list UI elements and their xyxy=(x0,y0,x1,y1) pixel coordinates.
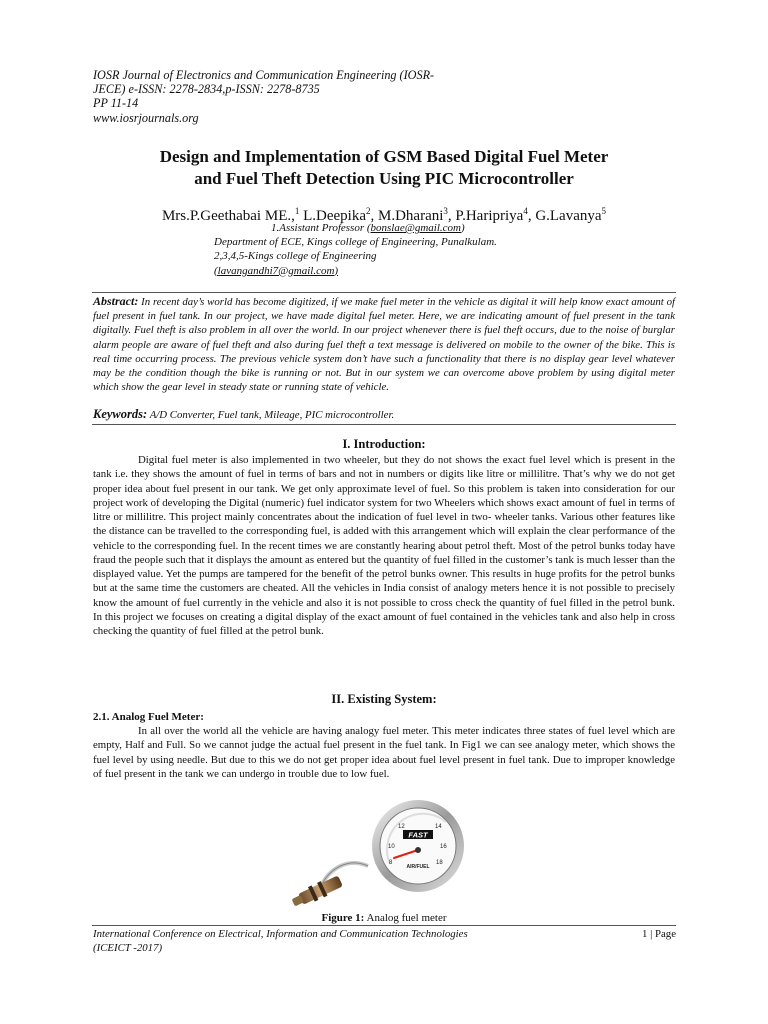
author-3: M.Dharani$^3$ xyxy=(378,206,448,224)
section-heading-existing-system: II. Existing System: xyxy=(331,692,437,706)
gauge-number-18: 18 xyxy=(436,860,443,866)
oxygen-sensor xyxy=(290,874,344,908)
author-list: Mrs.P.Geethabai ME.,$^1$ L.Deepika$^2$, M.Dharani$^3$, P.Haripriya$^4$, G.Lavanya$^5$ xyxy=(161,206,607,224)
subsection-heading-analog-fuel-meter: 2.1. Analog Fuel Meter: xyxy=(93,711,204,723)
gauge-number-8: 8 xyxy=(389,860,393,866)
gauge-number-12: 12 xyxy=(398,824,405,830)
journal-line-3: PP 11-14 xyxy=(93,96,139,111)
abstract-text: In recent day’s world has become digitized, if we make fuel meter in the vehicle as digital it will help know exact amount of fuel present in fuel tank. In our project, we have made digital fuel meter. Here, we are indicating amount of fuel present in the tank digitally. Fuel theft is also problem in all over the world. In our project whenever there is fuel theft occurs, due to the noise of burglar alarm people are aware of fuel theft and also during fuel theft a text message is delivered on mobile to the owner of the bike. This is real time occurring process. The previous vehicle system don’t have such a functionality that there is no display gear level whatever may be the condition though the bike is running or not. But in our system we can overcome above problem by using digital meter which show the gear level in steady state or running state of vehicle. xyxy=(93,296,675,394)
affiliation-line-1: 1.Assistant Professor (bonslae@gmail.com) xyxy=(271,222,465,234)
email-link-2[interactable]: (lavangandhi7@gmail.com) xyxy=(214,264,339,277)
page-number-value: 1 xyxy=(642,928,648,940)
figure-analog-fuel-meter xyxy=(290,796,476,908)
title-line-1: Design and Implementation of GSM Based Digital Fuel Meter xyxy=(159,147,609,166)
gauge-number-16: 16 xyxy=(440,844,447,850)
paper-title xyxy=(60,146,708,190)
existing-system-paragraph: In all over the world all the vehicle are having analogy fuel meter. This meter indicates three states of fuel level which are empty, Half and Full. So we cannot judge the actual fuel present in the fuel tank. In Fig1 we can see analogy meter, which shows the fuel level by using needle. But due to this we do not get proper idea about fuel level present in fuel tank. Due to improper knowledge of fuel present in the tank we can undergo in trouble due to low fuel. xyxy=(93,725,675,780)
gauge-brand: FAST xyxy=(408,830,428,840)
figure-caption-text: Analog fuel meter xyxy=(366,912,447,924)
abstract-bottom-rule xyxy=(92,424,676,425)
footer-line-2: (ICEICT -2017) xyxy=(93,942,163,954)
introduction-paragraph: Digital fuel meter is also implemented in two wheeler, but they do not shows the exact fuel level which is present in the tank i.e. they shows the amount of fuel in terms of bars and not in numbers or digits like litre or millilitre. That’s why we do not get proper idea about fuel present in our tank. We get only approximate level of fuel. So this problem is taken into consideration for our project work of developing the Digital (numeric) fuel indicator system for two Wheelers which shows exact amount of fuel in terms of litre or millilitre. This project mainly concentrates about the indication of fuel level in two- wheeler tanks. Various other features like the distance can be travelled to the corresponding fuel, is added with this arrangement which will explain the clear performance of the vehicle to the corresponding fuel. In the recent times we are constantly hearing about petrol theft. Most of the petrol bunks today have fraud the people such that it displays the amount as entered but the quantity of fuel filled in the customer’s tank is much lesser than the displayed value. Yet the pumps are tampered for the benefit of the petrol bunks owner. This results in huge profits for the petrol bunks but at the same time the customers are cheated. All the vehicles in India consist of analogy meters hence it is not possible to precisely know the amount of fuel currently in the vehicle and also it is not possible to cross check the quantity of fuel filled in the petrol bunk. In this project we focuses on creating a digital display of the exact amount of fuel contained in the vehicles tank and also help in cross checking the quantity of fuel filled at the petrol bunk. xyxy=(93,454,675,637)
keywords-text: A/D Converter, Fuel tank, Mileage, PIC microcontroller. xyxy=(149,409,395,421)
affiliation-line-3: 2,3,4,5-Kings college of Engineering xyxy=(214,250,377,263)
fuel-gauge-image xyxy=(290,796,476,908)
keywords-block xyxy=(93,407,675,422)
footer-line-1: International Conference on Electrical, Information and Communication Technologies xyxy=(93,928,468,940)
footer-rule xyxy=(92,925,676,926)
gauge-number-14: 14 xyxy=(435,824,442,830)
abstract-block xyxy=(93,294,675,394)
gauge-number-10: 10 xyxy=(388,844,395,850)
page-number-label: | Page xyxy=(650,928,676,940)
journal-url: www.iosrjournals.org xyxy=(93,110,199,125)
journal-header xyxy=(93,68,513,125)
figure-caption xyxy=(60,911,708,925)
section-heading-introduction: I. Introduction: xyxy=(342,437,426,451)
abstract-label: Abstract: xyxy=(93,294,139,308)
page-number xyxy=(610,927,676,941)
abstract-top-rule xyxy=(92,292,676,293)
journal-line-2: JECE) e-ISSN: 2278-2834,p-ISSN: 2278-8735 xyxy=(93,82,320,97)
figure-label: Figure 1: xyxy=(321,912,365,924)
keywords-label: Keywords: xyxy=(93,407,148,421)
needle-hub xyxy=(415,847,421,853)
author-5: G.Lavanya$^5$ xyxy=(535,206,607,224)
affiliations xyxy=(214,221,614,278)
author-4: P.Haripriya$^4$ xyxy=(455,206,528,224)
conference-footer xyxy=(93,927,543,955)
affiliation-line-2: Department of ECE, Kings college of Engineering, Punalkulam. xyxy=(214,236,497,249)
journal-line-1: IOSR Journal of Electronics and Communication Engineering (IOSR- xyxy=(93,68,435,82)
gauge-sublabel: AIR/FUEL xyxy=(406,864,430,870)
author-1: Mrs.P.Geethabai ME.,$^1$ xyxy=(161,206,300,224)
author-2: L.Deepika$^2$ xyxy=(303,206,371,224)
email-link-1[interactable]: bonslae@gmail.com xyxy=(370,222,461,234)
title-line-2: and Fuel Theft Detection Using PIC Microcontroller xyxy=(194,169,574,188)
